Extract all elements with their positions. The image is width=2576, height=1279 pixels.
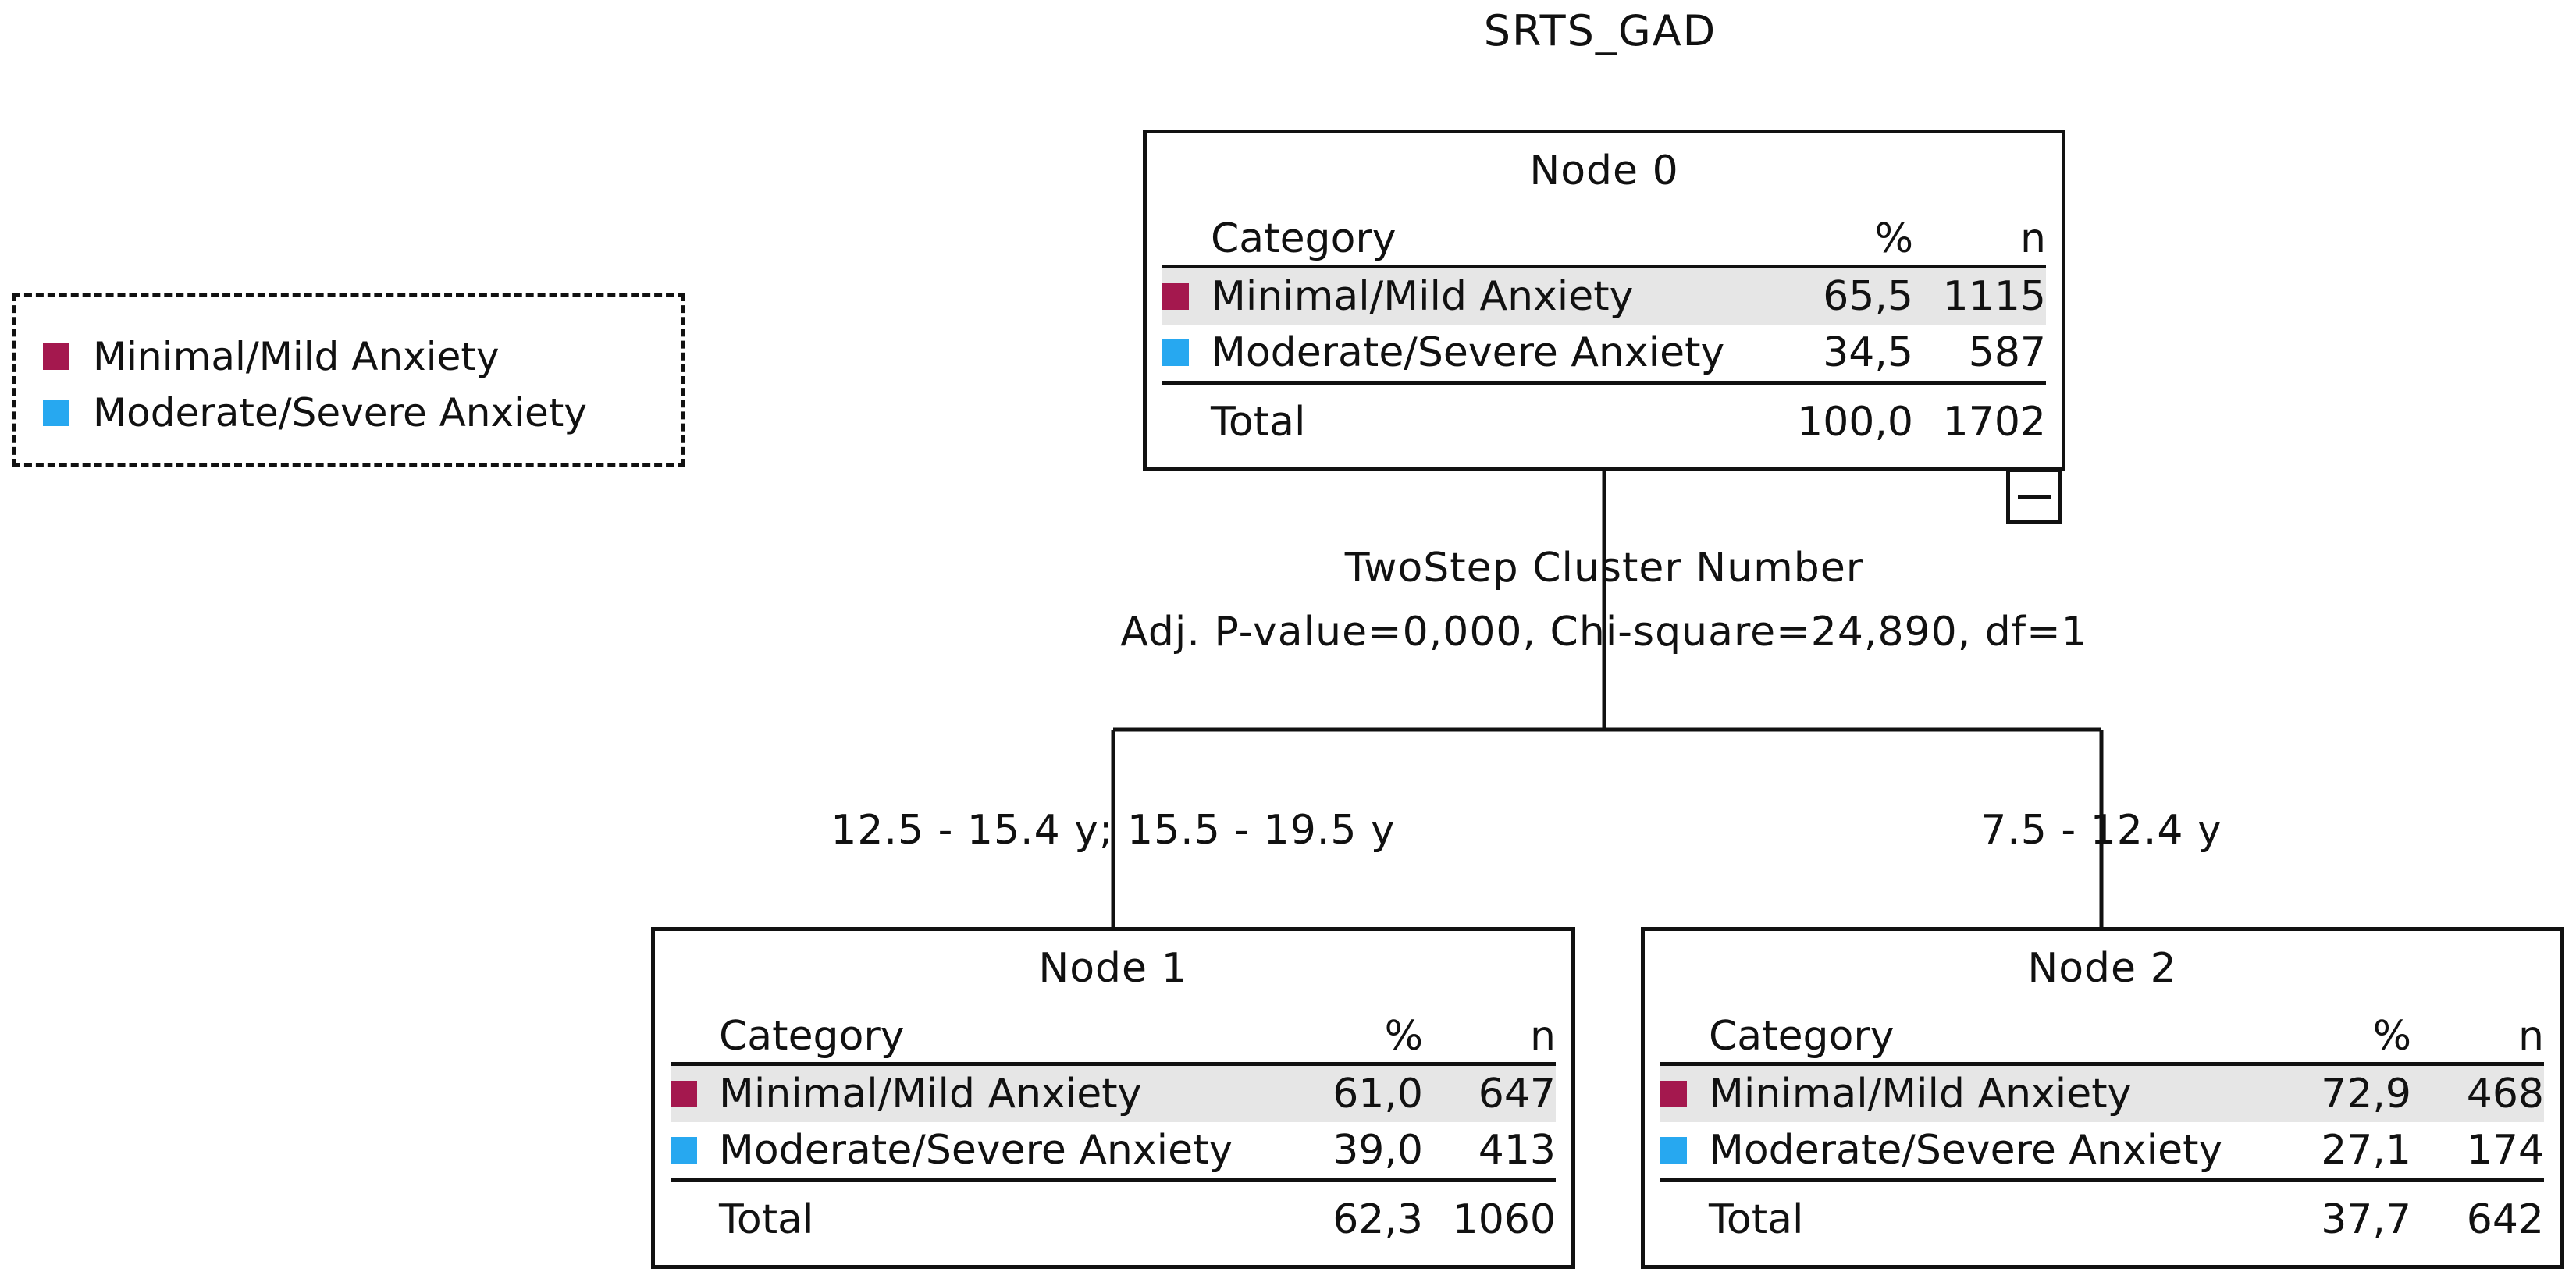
total-n: 642 [2466,1196,2544,1243]
header-category: Category [719,1013,905,1060]
node-title: Node 1 [1038,945,1188,992]
total-percent: 100,0 [1797,399,1913,446]
table-header-row [1162,213,2046,268]
table-header-row [671,1011,1556,1066]
row-percent: 61,0 [1332,1071,1423,1117]
table-row [671,1066,1556,1122]
row-percent: 27,1 [2321,1127,2411,1174]
row-category: Minimal/Mild Anxiety [1709,1071,2132,1117]
row-percent: 72,9 [2321,1071,2411,1117]
total-label: Total [1211,399,1306,446]
node-title: Node 2 [2027,945,2177,992]
legend [12,293,685,467]
row-category: Minimal/Mild Anxiety [1211,273,1634,320]
table-row [671,1122,1556,1178]
right-branch-label: 7.5 - 12.4 y [1980,807,2222,854]
total-n: 1702 [1942,399,2046,446]
row-n: 468 [2466,1071,2544,1117]
row-category: Minimal/Mild Anxiety [719,1071,1142,1117]
legend-item-minimal-mild [43,329,681,385]
split-stats: Adj. P-value=0,000, Chi-square=24,890, df=1 [1120,609,2088,655]
legend-label: Minimal/Mild Anxiety [93,334,500,379]
node-1[interactable] [651,927,1575,1269]
header-percent: % [1874,215,1913,262]
header-n: n [2518,1013,2544,1060]
row-category: Moderate/Severe Anxiety [1709,1127,2223,1174]
row-n: 413 [1478,1127,1556,1174]
total-percent: 37,7 [2321,1196,2411,1243]
header-n: n [1530,1013,1556,1060]
node-table [1162,213,2046,460]
table-total-row [1660,1178,2544,1257]
row-category: Moderate/Severe Anxiety [1211,329,1725,376]
total-label: Total [1709,1196,1804,1243]
moderate-severe-swatch [671,1137,697,1164]
node-table [1660,1011,2544,1257]
total-label: Total [719,1196,814,1243]
split-variable: TwoStep Cluster Number [1344,545,1864,592]
minimal-mild-swatch [43,343,69,370]
node-title: Node 0 [1529,147,1679,194]
table-row [1660,1122,2544,1178]
row-category: Moderate/Severe Anxiety [719,1127,1233,1174]
minimal-mild-swatch [1162,283,1189,310]
tree-title: SRTS_GAD [1483,6,1717,55]
minimal-mild-swatch [671,1081,697,1107]
row-n: 1115 [1942,273,2046,320]
row-percent: 39,0 [1332,1127,1423,1174]
legend-label: Moderate/Severe Anxiety [93,390,587,435]
table-row [1162,325,2046,381]
row-n: 647 [1478,1071,1556,1117]
minimal-mild-swatch [1660,1081,1687,1107]
header-category: Category [1709,1013,1895,1060]
total-n: 1060 [1452,1196,1556,1243]
table-header-row [1660,1011,2544,1066]
node-2[interactable] [1641,927,2564,1269]
row-n: 174 [2466,1127,2544,1174]
table-row [1162,268,2046,325]
legend-item-moderate-severe [43,385,681,441]
table-total-row [1162,381,2046,460]
row-percent: 34,5 [1823,329,1913,376]
moderate-severe-swatch [1162,339,1189,366]
left-branch-label: 12.5 - 15.4 y; 15.5 - 19.5 y [831,807,1396,854]
header-percent: % [1384,1013,1423,1060]
node-table [671,1011,1556,1257]
total-percent: 62,3 [1332,1196,1423,1243]
row-n: 587 [1968,329,2046,376]
header-percent: % [2372,1013,2411,1060]
header-category: Category [1211,215,1397,262]
node-0[interactable] [1143,130,2065,471]
header-n: n [2020,215,2046,262]
moderate-severe-swatch [1660,1137,1687,1164]
table-row [1660,1066,2544,1122]
moderate-severe-swatch [43,400,69,426]
table-total-row [671,1178,1556,1257]
row-percent: 65,5 [1823,273,1913,320]
collapse-node-0-button[interactable] [2006,468,2062,524]
